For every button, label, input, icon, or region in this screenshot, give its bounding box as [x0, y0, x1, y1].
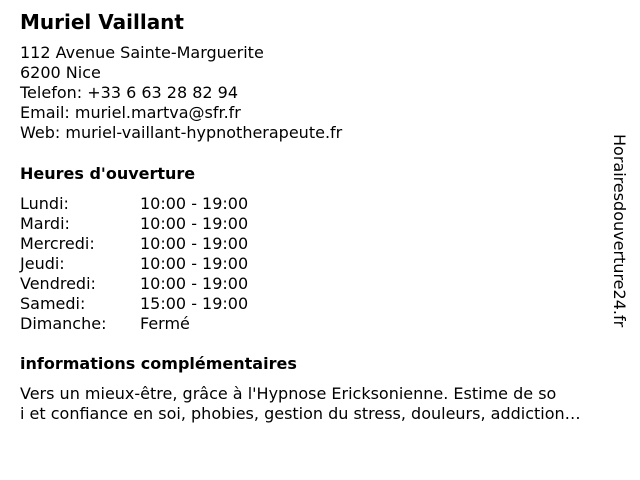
phone-number: Telefon: +33 6 63 28 82 94 [20, 83, 239, 102]
day-label: Mercredi: [20, 234, 95, 253]
time-range: 15:00 - 19:00 [140, 294, 249, 313]
info-line-2: i et confiance en soi, phobies, gestion du stress, douleurs, addiction… [20, 404, 581, 423]
time-range: 10:00 - 19:00 [140, 234, 249, 253]
hours-row-saturday [20, 294, 248, 314]
info-line-1: Vers un mieux-être, grâce à l'Hypnose Ericksonienne. Estime de so [20, 384, 557, 403]
day-label: Jeudi: [20, 254, 65, 273]
contact-block [20, 43, 342, 143]
address-line-1: 112 Avenue Sainte-Marguerite [20, 43, 264, 62]
time-range: 10:00 - 19:00 [140, 254, 249, 273]
time-range: 10:00 - 19:00 [140, 194, 249, 213]
address-line-2: 6200 Nice [20, 63, 101, 82]
hours-row-thursday [20, 254, 248, 274]
opening-hours-heading: Heures d'ouverture [20, 164, 196, 183]
time-range: 10:00 - 19:00 [140, 214, 249, 233]
business-name: Muriel Vaillant [20, 10, 184, 34]
additional-info-heading: informations complémentaires [20, 354, 297, 373]
time-range: 10:00 - 19:00 [140, 274, 249, 293]
day-label: Vendredi: [20, 274, 96, 293]
site-watermark: Horairesdouverture24.fr [610, 134, 629, 328]
additional-info-text [20, 384, 620, 424]
opening-hours-table [20, 194, 248, 334]
day-label: Dimanche: [20, 314, 107, 333]
hours-row-sunday [20, 314, 248, 334]
hours-row-friday [20, 274, 248, 294]
email-address: Email: muriel.martva@sfr.fr [20, 103, 241, 122]
hours-row-tuesday [20, 214, 248, 234]
day-label: Lundi: [20, 194, 69, 213]
time-range: Fermé [140, 314, 190, 333]
website: Web: muriel-vaillant-hypnotherapeute.fr [20, 123, 343, 142]
day-label: Mardi: [20, 214, 70, 233]
hours-row-monday [20, 194, 248, 214]
day-label: Samedi: [20, 294, 86, 313]
hours-row-wednesday [20, 234, 248, 254]
